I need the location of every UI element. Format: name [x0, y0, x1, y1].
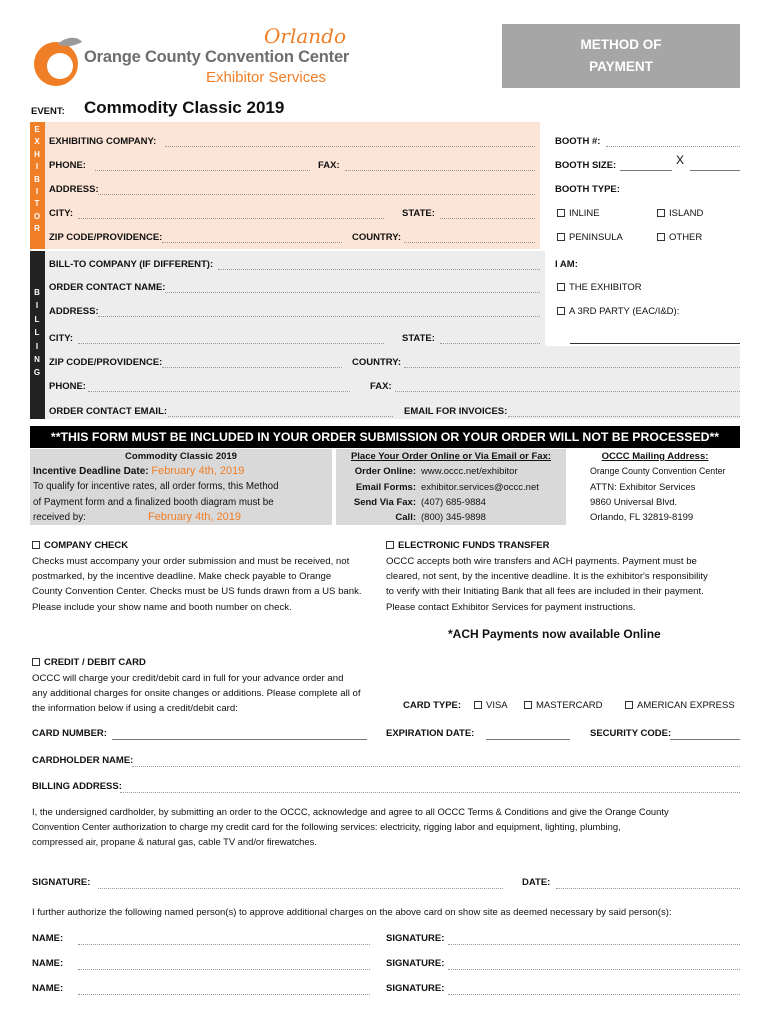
- sig-field-2[interactable]: [448, 969, 740, 970]
- billing-zip-label: ZIP CODE/PROVIDENCE:: [49, 357, 163, 368]
- card-billing-address-field[interactable]: [120, 792, 740, 793]
- billing-zip-field[interactable]: [162, 367, 342, 368]
- exhibiting-company-label: EXHIBITING COMPANY:: [49, 136, 157, 147]
- card-number-field[interactable]: [112, 739, 367, 740]
- exhibitor-side-letter: H: [34, 149, 40, 159]
- billing-phone-label: PHONE:: [49, 381, 86, 392]
- address-label: ADDRESS:: [49, 184, 99, 195]
- eft-option[interactable]: ELECTRONIC FUNDS TRANSFER: [386, 540, 549, 551]
- order-title: Place Your Order Online or Via Email or Fax:: [350, 451, 552, 462]
- received-date: February 4th, 2019: [148, 511, 241, 523]
- booth-size-depth-field[interactable]: [690, 170, 740, 171]
- event-label: EVENT:: [31, 106, 65, 117]
- checkbox-icon[interactable]: [657, 233, 665, 241]
- sig-label-3: SIGNATURE:: [386, 983, 445, 994]
- checkbox-icon[interactable]: [557, 233, 565, 241]
- card-type-visa[interactable]: VISA: [474, 700, 508, 711]
- checkbox-icon[interactable]: [32, 658, 40, 666]
- expiration-label: EXPIRATION DATE:: [386, 728, 475, 739]
- state-field[interactable]: [440, 218, 535, 219]
- fax-field[interactable]: [345, 170, 535, 171]
- billing-phone-field[interactable]: [88, 391, 350, 392]
- city-label: CITY:: [49, 208, 74, 219]
- logo-line2: Exhibitor Services: [206, 69, 327, 86]
- billing-city-label: CITY:: [49, 333, 74, 344]
- name-label-3: NAME:: [32, 983, 64, 994]
- exhibitor-side-letter: R: [34, 224, 40, 234]
- credit-card-option[interactable]: CREDIT / DEBIT CARD: [32, 657, 146, 668]
- email-label: Email Forms:: [355, 482, 416, 493]
- booth-size-x: X: [676, 153, 685, 167]
- bill-to-field[interactable]: [218, 269, 540, 270]
- logo: [26, 24, 356, 94]
- card-billing-address-label: BILLING ADDRESS:: [32, 781, 122, 792]
- exhibitor-side-letter: T: [34, 199, 40, 209]
- billing-side-letter: G: [33, 368, 41, 378]
- phone-field[interactable]: [95, 170, 310, 171]
- cardholder-name-field[interactable]: [132, 766, 740, 767]
- sig-field-3[interactable]: [448, 994, 740, 995]
- billing-side-letter: I: [35, 301, 39, 311]
- checkbox-icon[interactable]: [474, 701, 482, 709]
- billing-fax-label: FAX:: [370, 381, 392, 392]
- billing-country-label: COUNTRY:: [352, 357, 402, 368]
- exhibitor-side-letter: O: [33, 211, 41, 221]
- event-name: Commodity Classic 2019: [84, 98, 285, 117]
- eft-text: OCCC accepts both wire transfers and ACH payments. Payment must be cleared, not sent, by the incentive deadline. It is the exhibitor's responsibility to verify with their Initiating Bank that all fees are included in their payment. Please contact Exhibitor Services for payment instructions.: [386, 556, 708, 613]
- booth-type-inline[interactable]: INLINE: [557, 208, 600, 219]
- sig-label-2: SIGNATURE:: [386, 958, 445, 969]
- name-field-2[interactable]: [78, 969, 370, 970]
- state-label: STATE:: [402, 208, 435, 219]
- order-contact-email-field[interactable]: [168, 416, 393, 417]
- country-label: COUNTRY:: [352, 232, 402, 243]
- method-line2: PAYMENT: [589, 59, 653, 74]
- deadline-date: February 4th, 2019: [151, 465, 245, 477]
- name-field-3[interactable]: [78, 994, 370, 995]
- email-link[interactable]: exhibitor.services@occc.net: [421, 482, 539, 493]
- checkbox-icon[interactable]: [557, 283, 565, 291]
- i-am-third-party[interactable]: A 3RD PARTY (EAC/I&D):: [557, 306, 679, 317]
- billing-side-letter: L: [34, 314, 40, 324]
- security-code-label: SECURITY CODE:: [590, 728, 672, 739]
- mailing-title: OCCC Mailing Address:: [601, 451, 709, 462]
- billing-fax-field[interactable]: [395, 391, 740, 392]
- deadline-label: Incentive Deadline Date:: [33, 466, 149, 477]
- booth-size-label: BOOTH SIZE:: [555, 160, 617, 171]
- card-type-mastercard[interactable]: MASTERCARD: [524, 700, 603, 711]
- booth-type-island[interactable]: ISLAND: [657, 208, 703, 219]
- card-text: OCCC will charge your credit/debit card in full for your advance order and any additional charges for onsite changes or additions. Please complete all of the information below if using a credit/debit card:: [32, 673, 361, 715]
- mailing-addr2: ATTN: Exhibitor Services: [590, 482, 696, 493]
- cardholder-name-label: CARDHOLDER NAME:: [32, 755, 134, 766]
- date-field[interactable]: [556, 888, 740, 889]
- authorization-text: I, the undersigned cardholder, by submitting an order to the OCCC, acknowledge and agree to all OCCC Terms & Conditions and give the Orange County Convention Center authorization to charge my credit card for the following services: electricity, rigging labor and equipment, lighting, plumbing, compressed air, propane & natural gas, cable TV and/or firewatches.: [32, 806, 669, 848]
- order-contact-name-label: ORDER CONTACT NAME:: [49, 282, 166, 293]
- name-field-1[interactable]: [78, 944, 370, 945]
- exhibitor-side-letter: E: [34, 125, 40, 134]
- zip-field[interactable]: [162, 242, 342, 243]
- bill-to-label: BILL-TO COMPANY (IF DIFFERENT):: [49, 259, 214, 270]
- booth-number-field[interactable]: [606, 146, 740, 147]
- booth-number-label: BOOTH #:: [555, 136, 601, 147]
- call-value: (800) 345-9898: [421, 512, 486, 523]
- mailing-addr3: 9860 Universal Blvd.: [590, 497, 678, 508]
- call-label: Call:: [395, 512, 416, 523]
- qualify-l3: received by:: [33, 512, 86, 523]
- billing-side-letter: N: [34, 355, 40, 365]
- billing-country-field[interactable]: [404, 367, 740, 368]
- must-include-banner: **THIS FORM MUST BE INCLUDED IN YOUR ORDER SUBMISSION OR YOUR ORDER WILL NOT BE PROCESSED**: [30, 426, 740, 448]
- checkbox-icon[interactable]: [524, 701, 532, 709]
- checkbox-icon[interactable]: [557, 307, 565, 315]
- qualify-l1: To qualify for incentive rates, all order forms, this Method: [33, 481, 279, 492]
- billing-state-field[interactable]: [440, 343, 540, 344]
- fax-label: FAX:: [318, 160, 340, 171]
- email-for-invoices-field[interactable]: [508, 416, 740, 417]
- logo-script: Orlando: [264, 24, 347, 48]
- online-link[interactable]: www.occc.net/exhibitor: [421, 466, 518, 477]
- billing-address-label: ADDRESS:: [49, 306, 99, 317]
- card-number-label: CARD NUMBER:: [32, 728, 107, 739]
- online-label: Order Online:: [354, 466, 416, 477]
- date-label: DATE:: [522, 877, 551, 888]
- mailing-addr1: Orange County Convention Center: [590, 466, 726, 476]
- email-for-invoices-label: EMAIL FOR INVOICES:: [404, 406, 508, 417]
- signature-label: SIGNATURE:: [32, 877, 91, 888]
- exhibitor-side-letter: I: [35, 187, 39, 197]
- name-label-1: NAME:: [32, 933, 64, 944]
- name-label-2: NAME:: [32, 958, 64, 969]
- order-contact-email-label: ORDER CONTACT EMAIL:: [49, 406, 168, 417]
- logo-line1: Orange County Convention Center: [84, 48, 350, 66]
- incentive-deadline: [33, 465, 244, 477]
- exhibitor-side-letter: I: [35, 162, 39, 172]
- check-text: Checks must accompany your order submission and must be received, not postmarked, by the incentive deadline. Make check payable to Orange County Convention Center. Checks must be US funds drawn from a US bank. Please include your show name and booth number on check.: [32, 556, 362, 613]
- billing-state-label: STATE:: [402, 333, 435, 344]
- expiration-field[interactable]: [486, 739, 570, 740]
- billing-side-letters: [31, 286, 43, 380]
- further-authorize-text: I further authorize the following named person(s) to approve additional charges on the above card on show site as deemed necessary by said person(s):: [32, 907, 672, 918]
- order-contact-name-field[interactable]: [165, 292, 540, 293]
- booth-type-other[interactable]: OTHER: [657, 232, 702, 243]
- phone-label: PHONE:: [49, 160, 86, 171]
- checkbox-icon[interactable]: [625, 701, 633, 709]
- booth-type-peninsula[interactable]: PENINSULA: [557, 232, 623, 243]
- i-am-exhibitor[interactable]: THE EXHIBITOR: [557, 282, 642, 293]
- card-type-amex[interactable]: AMERICAN EXPRESS: [625, 700, 735, 711]
- fax-info-value: (407) 685-9884: [421, 497, 486, 508]
- city-field[interactable]: [78, 218, 384, 219]
- checkbox-icon[interactable]: [657, 209, 665, 217]
- third-party-field[interactable]: [570, 343, 740, 344]
- card-type-label: CARD TYPE:: [403, 700, 462, 711]
- mailing-addr4: Orlando, FL 32819-8199: [590, 512, 694, 523]
- booth-size-width-field[interactable]: [620, 170, 672, 171]
- signature-field[interactable]: [98, 888, 503, 889]
- billing-address-field[interactable]: [98, 316, 540, 317]
- method-of-payment-box: [502, 24, 740, 88]
- sig-field-1[interactable]: [448, 944, 740, 945]
- billing-side-letter: I: [35, 341, 39, 351]
- ach-note: *ACH Payments now available Online: [448, 627, 661, 641]
- exhibitor-side-letter: B: [34, 174, 40, 184]
- orange-logo-icon: [28, 32, 88, 92]
- i-am-label: I AM:: [555, 259, 578, 270]
- qualify-l2: of Payment form and a finalized booth diagram must be: [33, 497, 274, 508]
- zip-label: ZIP CODE/PROVIDENCE:: [49, 232, 163, 243]
- incentive-title: Commodity Classic 2019: [125, 451, 237, 462]
- security-code-field[interactable]: [670, 739, 740, 740]
- checkbox-icon[interactable]: [32, 541, 40, 549]
- checkbox-icon[interactable]: [386, 541, 394, 549]
- sig-label-1: SIGNATURE:: [386, 933, 445, 944]
- billing-city-field[interactable]: [78, 343, 384, 344]
- method-line1: METHOD OF: [580, 37, 662, 52]
- billing-side-letter: B: [34, 288, 40, 297]
- exhibitor-side-letter: X: [34, 137, 40, 147]
- checkbox-icon[interactable]: [557, 209, 565, 217]
- exhibiting-company-field[interactable]: [165, 146, 535, 147]
- country-field[interactable]: [404, 242, 535, 243]
- exhibitor-side-letters: [31, 124, 43, 236]
- booth-type-label: BOOTH TYPE:: [555, 184, 620, 195]
- billing-side-letter: L: [34, 328, 40, 338]
- address-field[interactable]: [98, 194, 535, 195]
- fax-info-label: Send Via Fax:: [353, 497, 416, 508]
- company-check-option[interactable]: COMPANY CHECK: [32, 540, 128, 551]
